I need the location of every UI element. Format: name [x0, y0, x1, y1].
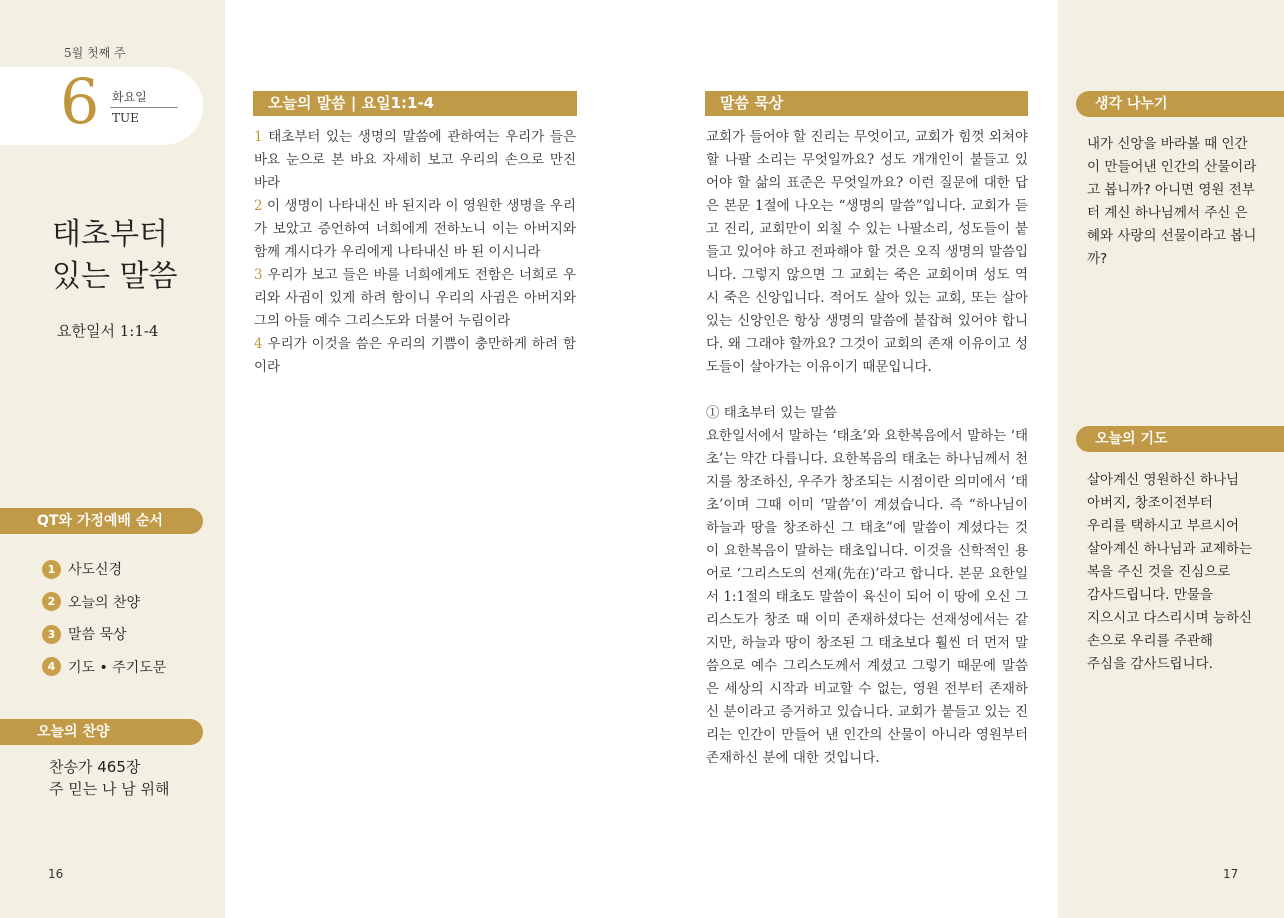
scripture-text	[254, 126, 576, 379]
scripture-header: 오늘의 말씀 | 요일1:1-4	[253, 91, 577, 116]
hymn-number: 찬송가 465장	[49, 758, 141, 776]
prayer-line: 손으로 우리를 주관해	[1087, 633, 1213, 649]
paragraph-gap	[706, 379, 1028, 402]
number-badge-icon: 1	[42, 560, 61, 579]
share-question: 내가 신앙을 바라볼 때 인간이 만들어낸 인간의 산물이라고 봅니까? 아니면 영원 전부터 계신 하나님께서 주신 은혜와 사랑의 선물이라고 봅니까?	[1087, 136, 1257, 267]
share-header	[1076, 91, 1284, 117]
number-badge-icon: 2	[42, 592, 61, 611]
title-line-1: 태초부터	[52, 217, 168, 252]
order-header-label: QT와 가정예배 순서	[37, 513, 163, 529]
prayer-line: 주심을 감사드립니다.	[1087, 656, 1213, 672]
prayer-line: 살아계신 영원하신 하나님	[1087, 472, 1240, 488]
share-header-label: 생각 나누기	[1095, 96, 1168, 112]
order-header	[0, 508, 203, 534]
hymn-header-label: 오늘의 찬양	[37, 724, 110, 740]
scripture-reference: 요한일서 1:1-4	[57, 322, 159, 340]
meditation-subheading: ① 태초부터 있는 말씀	[706, 405, 837, 421]
meditation-text	[706, 126, 1028, 770]
order-item	[42, 553, 166, 586]
order-list	[42, 553, 166, 683]
order-item-label: 말씀 묵상	[68, 627, 127, 644]
weekday-korean: 화요일	[112, 90, 147, 104]
order-item-label: 오늘의 찬양	[68, 594, 141, 611]
verse-text: 우리가 이것을 씀은 우리의 기쁨이 충만하게 하려 함이라	[254, 336, 576, 375]
prayer-line: 감사드립니다. 만물을	[1087, 587, 1213, 603]
hymn-title: 주 믿는 나 남 위해	[49, 780, 170, 798]
prayer-line: 지으시고 다스리시며 능하신	[1087, 610, 1253, 626]
verse-number: 4	[254, 336, 263, 352]
verse-text: 이 생명이 나타내신 바 된지라 이 영원한 생명을 우리가 보았고 증언하여 너희에게 전하노니 이는 아버지와 함께 계시다가 우리에게 나타내신 바 된 이시니라	[254, 198, 576, 260]
page-title	[52, 214, 177, 298]
hymn-text	[49, 756, 170, 800]
prayer-line: 우리를 택하시고 부르시어	[1087, 518, 1240, 534]
verse-text: 우리가 보고 들은 바를 너희에게도 전함은 너희로 우리와 사귐이 있게 하려 함이니 우리의 사귐은 아버지와 그의 아들 예수 그리스도와 더불어 누림이라	[254, 267, 576, 329]
verse-number: 2	[254, 198, 263, 214]
prayer-line: 살아계신 하나님과 교제하는	[1087, 541, 1253, 557]
verse-text: 태초부터 있는 생명의 말씀에 관하여는 우리가 들은 바요 눈으로 본 바요 자세히 보고 우리의 손으로 만진 바라	[254, 129, 576, 191]
number-badge-icon: 4	[42, 657, 61, 676]
prayer-header-label: 오늘의 기도	[1095, 431, 1168, 447]
hymn-header	[0, 719, 203, 745]
meditation-header: 말씀 묵상	[705, 91, 1028, 116]
prayer-line: 복을 주신 것을 진심으로	[1087, 564, 1231, 580]
meditation-paragraph: 요한일서에서 말하는 ‘태초’와 요한복음에서 말하는 ‘태초’는 약간 다릅니다. 요한복음의 태초는 하나님께서 천지를 창조하신, 우주가 창조되는 시점이란 의미에서 ‘태초’이며 그때 이미 ‘말씀’이 계셨습니다. 즉 “하나님이 하늘과 땅을 창조하신 그 태초”에 말씀이 계셨다는 것이 요한복음이 말하는 태초입니다. 이것을 신학적인 용어로 ‘그리스도의 선재(先在)’라고 합니다. 본문 요한일서 1:1절의 태초도 말씀이 육신이 되어 이 땅에 오신 그리스도가 창조 때 이미 존재하셨다는 선재성에서는 같지만, 하늘과 땅이 창조된 그 태초보다 훨씬 더 먼저 말씀으로 예수 그리스도께서 계셨고 그렇기 때문에 말씀은 세상의 시작과 비교할 수 없는, 영원 전부터 존재하신 분이라고 증거하고 있습니다. 교회가 붙들고 있는 진리는 인간이 만들어 낸 인간의 산물이 아니라 영원부터 존재하신 분에 대한 것입니다.	[706, 428, 1028, 766]
meditation-paragraph: 교회가 들어야 할 진리는 무엇이고, 교회가 힘껏 외쳐야 할 나팔 소리는 무엇일까요? 성도 개개인이 붙들고 있어야 할 삶의 표준은 무엇일까요? 이런 질문에 대한 답은 본문 1절에 나오는 “생명의 말씀”입니다. 교회가 듣고 진리, 교회만이 외칠 수 있는 나팔소리, 성도들이 붙들고 있어야 하고 전파해야 할 것은 오직 생명의 말씀입니다. 그렇지 않으면 그 교회는 죽은 교회이며 성도 역시 죽은 신앙입니다. 적어도 살아 있는 교회, 또는 살아 있는 신앙인은 항상 생명의 말씀에 붙잡혀 있어야 합니다. 왜 그래야 할까요? 그것이 교회의 존재 이유이고 성도들이 살아가는 이유이기 때문입니다.	[706, 129, 1028, 375]
prayer-header	[1076, 426, 1284, 452]
order-item	[42, 586, 166, 619]
order-item-label: 기도 • 주기도문	[68, 659, 167, 676]
order-item	[42, 618, 166, 651]
order-item	[42, 651, 166, 684]
verse-number: 3	[254, 267, 263, 283]
prayer-text	[1087, 469, 1262, 676]
date-pill	[0, 67, 203, 145]
page-number-right: 17	[1223, 867, 1239, 881]
weekday-english: TUE	[112, 111, 139, 125]
page-number-left: 16	[48, 867, 64, 881]
number-badge-icon: 3	[42, 625, 61, 644]
day-number: 6	[60, 65, 100, 138]
week-label: 5월 첫째 주	[64, 46, 126, 60]
order-item-label: 사도신경	[68, 562, 123, 579]
verse-number: 1	[254, 129, 263, 145]
title-line-2: 있는 말씀	[52, 259, 178, 294]
prayer-line: 아버지, 창조이전부터	[1087, 495, 1213, 511]
weekday-divider	[110, 107, 178, 108]
